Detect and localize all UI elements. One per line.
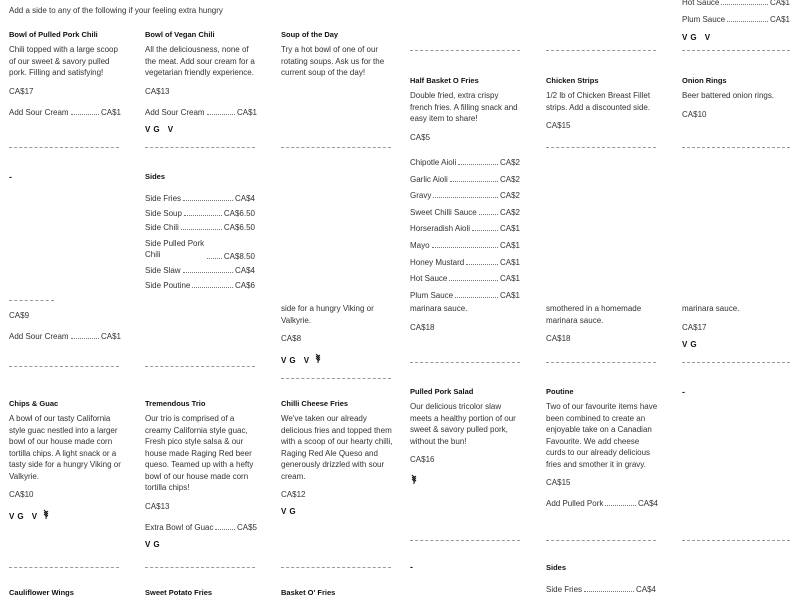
divider <box>9 147 119 148</box>
dip-row[interactable]: Horseradish Aioli CA$1 <box>410 224 520 234</box>
divider <box>546 540 656 541</box>
side-row[interactable]: Side Soup CA$6.50 <box>145 208 255 218</box>
item-title[interactable]: Basket O' Fries <box>281 588 336 597</box>
menu-card-pulled-pork-salad[interactable] <box>410 387 522 486</box>
divider <box>682 362 790 363</box>
menu-card-vegan-chili[interactable] <box>145 30 257 134</box>
divider <box>546 147 656 148</box>
item-description: Our trio is comprised of a creamy California style guac, Fresh pico style salsa & our house made Raging Red beer queso. Teamed up with a hefty bowl of our house made corn tortilla chips! <box>145 414 254 492</box>
item-price: CA$13 <box>145 501 170 511</box>
dietary-icons: VG V <box>682 33 714 42</box>
menu-card-partial[interactable] <box>9 311 121 341</box>
menu-card-onion-rings[interactable] <box>682 76 790 119</box>
section-dash: - <box>410 562 413 572</box>
item-description: Two of our favourite items have been combined to create an enjoyable take on a Canadian Favourite. We add cheese curds to our already delicious fries and smother it in gravy. <box>546 402 658 469</box>
item-title: Half Basket O Fries <box>410 76 479 85</box>
item-price: CA$10 <box>682 109 707 119</box>
divider <box>9 567 119 568</box>
section-dash: - <box>682 387 685 397</box>
item-title[interactable]: Cauliflower Wings <box>9 588 74 597</box>
item-price: CA$5 <box>410 132 431 142</box>
addon-row[interactable]: Add Sour Cream CA$1 <box>9 332 121 341</box>
dips-list <box>410 155 520 304</box>
item-price: CA$9 <box>9 311 30 320</box>
item-title: Bowl of Pulled Pork Chili <box>9 30 98 39</box>
section-title: Sides <box>145 172 166 181</box>
wheat-icon <box>314 356 322 365</box>
item-title[interactable]: Sweet Potato Fries <box>145 588 213 597</box>
item-title: Soup of the Day <box>281 30 339 39</box>
side-row[interactable]: Side Fries CA$4 <box>145 194 255 203</box>
dietary-icons: VG <box>682 339 700 349</box>
dietary-icons-row <box>9 509 121 521</box>
item-description: Beer battered onion rings. <box>682 91 775 100</box>
dietary-icons: VG <box>281 507 299 516</box>
item-title: Onion Rings <box>682 76 727 85</box>
side-row[interactable]: Side Slaw CA$4 <box>145 266 255 275</box>
divider <box>546 362 656 363</box>
menu-card-half-basket[interactable] <box>410 76 522 142</box>
menu-card-chilli-cheese-fries[interactable] <box>281 399 393 516</box>
dip-row[interactable]: Sweet Chilli Sauce CA$2 <box>410 207 520 217</box>
divider <box>682 50 790 51</box>
item-description: Our delicious tricolor slaw meets a healthy portion of our sweet & savory pulled pork, without the bun! <box>410 402 516 446</box>
item-description: smothered in a homemade marinara sauce. <box>546 304 642 325</box>
item-description: Chili topped with a large scoop of our sweet & savory pulled pork. Filling and satisfying! <box>9 45 118 77</box>
side-row[interactable]: Side Chili CA$6.50 <box>145 223 255 232</box>
item-price: CA$8 <box>281 334 302 343</box>
item-description: We've taken our already delicious fries and topped them with a scoop of our hearty chilli, Raging Red Ale Queso and generously drizzled with sour cream. <box>281 414 393 481</box>
menu-addon-row[interactable]: Hot Sauce CA$1 <box>682 0 790 7</box>
item-description: marinara sauce. <box>410 304 468 313</box>
menu-card-soup-of-the-day[interactable] <box>281 30 393 79</box>
addon-row[interactable]: Add Pulled Pork CA$4 <box>546 499 658 508</box>
side-row[interactable]: Side Pulled Pork Chili CA$8.50 <box>145 238 255 261</box>
item-description: All the deliciousness, none of the meat. Add sour cream for a vegetarian friendly experience. <box>145 45 255 77</box>
item-title: Chips & Guac <box>9 399 59 408</box>
dip-row[interactable]: Chipotle Aioli CA$2 <box>410 158 520 167</box>
divider <box>145 147 255 148</box>
addon-row[interactable]: Add Sour Cream CA$1 <box>145 107 257 117</box>
item-price: CA$16 <box>410 455 435 464</box>
dip-row[interactable]: Plum Sauce CA$1 <box>410 290 520 300</box>
dip-row[interactable]: Hot Sauce CA$1 <box>410 274 520 284</box>
top-right-card <box>682 0 790 42</box>
menu-card-partial[interactable] <box>410 303 522 332</box>
divider <box>410 50 520 51</box>
sides-card <box>145 172 255 295</box>
sides-card <box>546 563 656 594</box>
item-description: Double fried, extra crispy french fries. A filling snack and easy item to share! <box>410 91 518 123</box>
menu-card-pulled-pork-chili[interactable] <box>9 30 121 117</box>
dietary-icons: VG V <box>145 124 177 134</box>
menu-card-partial[interactable] <box>682 303 790 349</box>
divider <box>546 50 656 51</box>
item-title: Tremendous Trio <box>145 399 206 408</box>
divider <box>682 147 790 148</box>
dip-row[interactable]: Gravy CA$2 <box>410 191 520 201</box>
item-price: CA$10 <box>9 490 34 499</box>
item-price: CA$15 <box>546 121 571 130</box>
item-description: side for a hungry Viking or Valkyrie. <box>281 304 374 325</box>
side-row[interactable]: Side Fries CA$4 <box>546 585 656 594</box>
wheat-icon <box>42 512 50 521</box>
divider <box>281 567 391 568</box>
divider <box>145 366 255 367</box>
dietary-icons-row <box>281 353 393 365</box>
dietary-icons: VG V <box>281 356 313 365</box>
dip-row[interactable]: Honey Mustard CA$1 <box>410 257 520 267</box>
menu-card-tremendous-trio[interactable] <box>145 399 257 549</box>
side-row[interactable]: Side Poutine CA$6 <box>145 280 255 290</box>
section-dash: - <box>9 172 12 182</box>
item-price: CA$18 <box>546 334 571 343</box>
section-title: Sides <box>546 563 567 572</box>
menu-card-chicken-strips[interactable] <box>546 76 658 130</box>
item-price: CA$13 <box>145 86 170 96</box>
item-description: A bowl of our tasty California style guac nestled into a larger bowl of our house made corn tortilla chips. A light snack or a tasty side for a hungry Viking or Valkyrie. <box>9 414 121 481</box>
item-price: CA$17 <box>9 86 34 96</box>
item-title: Bowl of Vegan Chili <box>145 30 215 39</box>
item-description: 1/2 lb of Chicken Breast Fillet strips. Add a discounted side. <box>546 91 651 112</box>
divider <box>9 300 54 301</box>
intro-note: Add a side to any of the following if your feeling extra hungry <box>9 6 223 15</box>
item-price: CA$12 <box>281 490 306 499</box>
menu-card-partial[interactable] <box>281 303 393 365</box>
divider <box>281 378 391 379</box>
wheat-icon <box>410 474 522 486</box>
menu-card-poutine[interactable] <box>546 387 658 508</box>
dietary-icons: VG <box>145 539 163 549</box>
dietary-icons: VG V <box>9 512 41 521</box>
divider <box>145 567 255 568</box>
item-title: Chilli Cheese Fries <box>281 399 349 408</box>
item-price: CA$17 <box>682 322 707 332</box>
menu-card-chips-guac[interactable] <box>9 399 121 521</box>
item-title: Chicken Strips <box>546 76 599 85</box>
divider <box>281 147 391 148</box>
addon-row[interactable]: Extra Bowl of Guac CA$5 <box>145 522 257 532</box>
divider <box>410 540 520 541</box>
addon-row[interactable]: Add Sour Cream CA$1 <box>9 107 121 117</box>
item-title: Poutine <box>546 387 574 396</box>
divider <box>9 366 119 367</box>
dip-row[interactable]: Mayo CA$1 <box>410 240 520 250</box>
divider <box>410 362 520 363</box>
menu-card-partial[interactable] <box>546 303 658 343</box>
item-title: Pulled Pork Salad <box>410 387 474 396</box>
item-price: CA$18 <box>410 322 435 332</box>
item-description: marinara sauce. <box>682 304 740 313</box>
dip-row[interactable]: Garlic Aioli CA$2 <box>410 174 520 184</box>
item-price: CA$15 <box>546 478 571 487</box>
menu-addon-row[interactable]: Plum Sauce CA$1 <box>682 15 790 24</box>
item-description: Try a hot bowl of one of our rotating soups. Ask us for the current soup of the day! <box>281 45 385 77</box>
divider <box>682 540 790 541</box>
